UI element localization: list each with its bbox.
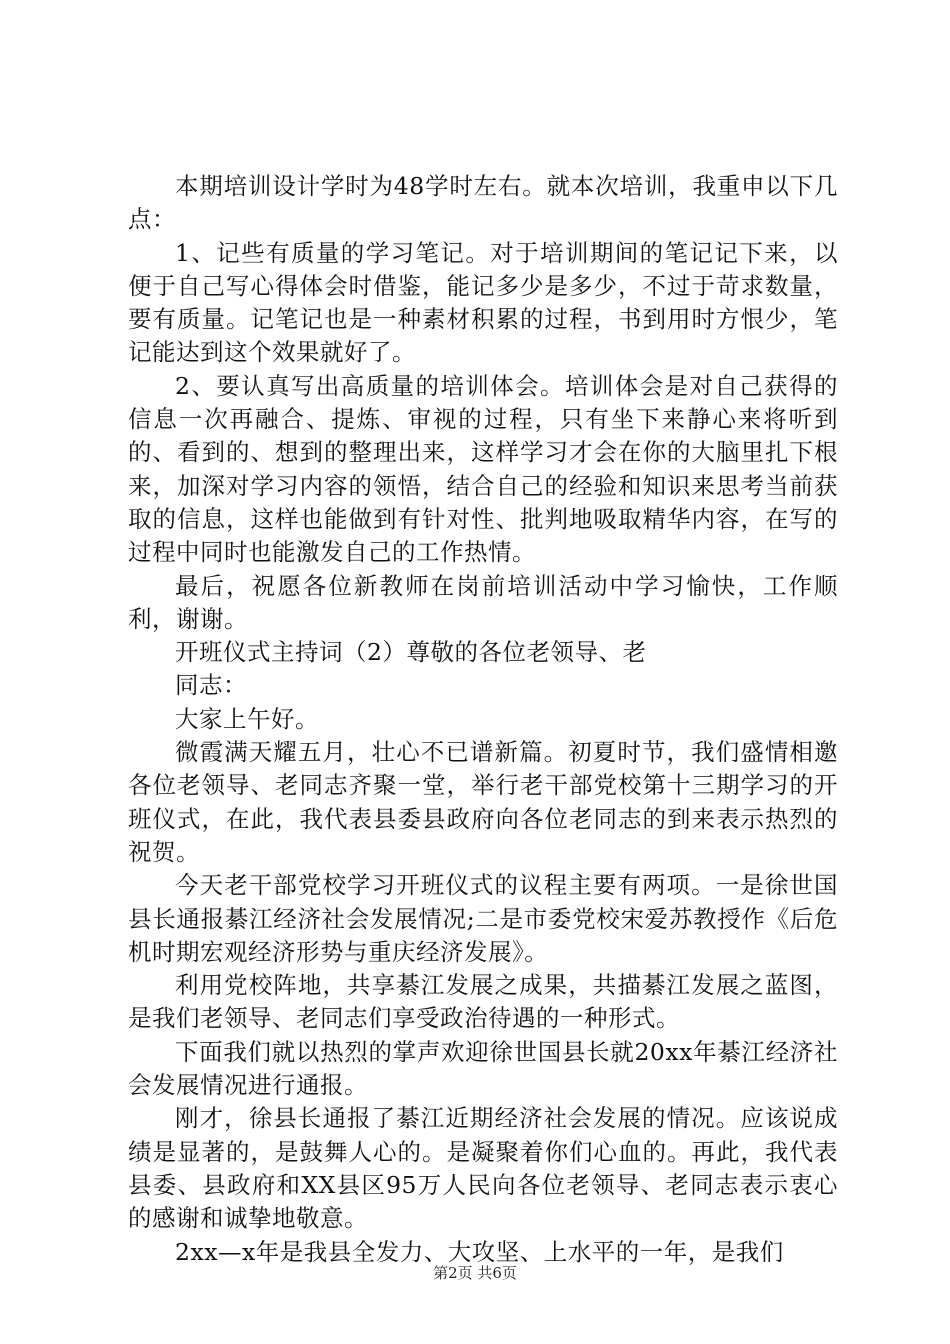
paragraph-point-reflection: 2、要认真写出高质量的培训体会。培训体会是对自己获得的信息一次再融合、提炼、审视的过程，只有坐下来静心来将听到的、看到的、想到的整理出来，这样学习才会在你的大脑里扎下根来，加深对学习内容的领悟，结合自己的经验和知识来思考当前获取的信息，这样也能做到有针对性、批判地吸取精华内容，在写的过程中同时也能激发自己的工作热情。 xyxy=(128,371,838,567)
paragraph-thanks: 刚才，徐县长通报了綦江近期经济社会发展的情况。应该说成绩是显著的，是鼓舞人心的。是凝聚着你们心血的。再此，我代表县委、县政府和XX县区95万人民向各位老领导、老同志表示衷心的感谢和诚挚地敬意。 xyxy=(128,1104,838,1233)
paragraph-welcome-report: 下面我们就以热烈的掌声欢迎徐世国县长就20xx年綦江经济社会发展情况进行通报。 xyxy=(128,1037,838,1100)
paragraph-training-hours: 本期培训设计学时为48学时左右。就本次培训，我重申以下几点： xyxy=(128,172,838,234)
paragraph-agenda: 今天老干部党校学习开班仪式的议程主要有两项。一是徐世国县长通报綦江经济社会发展情况;二是市委党校宋爱苏教授作《后危机时期宏观经济形势与重庆经济发展》。 xyxy=(128,871,838,966)
paragraph-year-outlook: 2xx—x年是我县全发力、大攻坚、上水平的一年，是我们 xyxy=(175,1237,784,1266)
paragraph-opening-remarks: 微霞满天耀五月，壮心不已谱新篇。初夏时节，我们盛情相邀各位老领导、老同志齐聚一堂，举行老干部党校第十三期学习的开班仪式，在此，我代表县委县政府向各位老同志的到来表示热烈的祝贺。 xyxy=(128,738,838,866)
paragraph-party-school: 利用党校阵地，共享綦江发展之成果，共描綦江发展之蓝图，是我们老领导、老同志们享受政治待遇的一种形式。 xyxy=(128,971,838,1033)
paragraph-greeting: 大家上午好。 xyxy=(175,704,319,733)
paragraph-point-notes: 1、记些有质量的学习笔记。对于培训期间的笔记记下来，以便于自己写心得体会时借鉴，能记多少是多少，不过于苛求数量，要有质量。记笔记也是一种素材积累的过程，书到用时方恨少，笔记能达到这个效果就好了。 xyxy=(128,238,838,367)
paragraph-host-speech-title: 开班仪式主持词（2）尊敬的各位老领导、老 xyxy=(175,638,647,667)
paragraph-closing-wishes: 最后，祝愿各位新教师在岗前培训活动中学习愉快，工作顺利，谢谢。 xyxy=(128,571,838,633)
document-body xyxy=(128,170,838,1269)
page-number-footer: 第2页 共6页 xyxy=(433,1264,517,1282)
paragraph-salutation: 同志： xyxy=(175,671,247,700)
